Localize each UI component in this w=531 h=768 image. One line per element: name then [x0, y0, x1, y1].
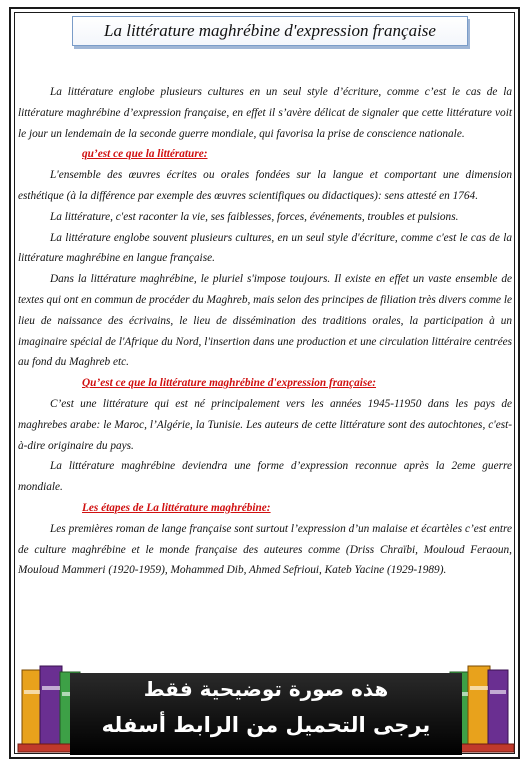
section-heading: Qu’est ce que la littérature maghrébine d'expression française: [82, 377, 377, 390]
paragraph: La littérature englobe souvent plusieurs cultures, en un seul style d'écriture, comme c'est le cas de la littérature maghrébine en langue française. [18, 231, 512, 265]
paragraph: La littérature englobe plusieurs cultures en un seul style d’écriture, comme c’est le cas de la littérature maghrébine d’expression française, en effet il s’avère délicat de signaler que cette littérature voit le jour un lendemain de la seconde guerre mondiale, qui favorisa la prise de conscience nationale. [18, 86, 512, 140]
paragraph: L'ensemble des œuvres écrites ou orales fondées sur la langue et comportant une dimension esthétique (à la différence par exemple des œuvres scientifiques ou didactiques): sens attesté en 1764. [18, 169, 512, 202]
title-box [72, 16, 468, 46]
section-heading: Les étapes de La littérature maghrébine: [82, 501, 271, 514]
paragraph: Les premières roman de lange française sont surtout l’expression d’un malaise et écartèles c’est entre de culture maghrébine et le monde française des auteures comme (Driss Chraïbi, Mouloud Feraoun, Mouloud Mammeri (1920-1959), Mohammed Dib, Ahmed Sefrioui, Kateb Yacine (1929-1989). [18, 522, 512, 577]
paragraph: C’est une littérature qui est né principalement vers les années 1945-11950 dans les pays de maghrebes arabe: le Maroc, l’Algérie, la Tunisie. Les auteurs de cette littérature sont des autochtones, c'est-à-dire originaire du pays. [18, 397, 512, 452]
section-heading: qu’est ce que la littérature: [82, 148, 208, 161]
page-title: La littérature maghrébine d'expression française [104, 21, 436, 40]
paragraph: Dans la littérature maghrébine, le pluriel s'impose toujours. Il existe en effet un vaste ensemble de textes qui ont en commun de procéder du Maghreb, mais selon des principes de filiation très divers comme le lieu de naissance des écrivains, le lieu de dissémination des traditions orales, la participation à un imaginaire spécial de l'Afrique du Nord, l'insertion dans une production et une circulation littéraire centrées au fond du Maghreb etc. [18, 273, 512, 369]
preview-banner [70, 673, 462, 755]
paragraph: La littérature, c'est raconter la vie, ses faiblesses, forces, événements, troubles et pulsions. [50, 210, 459, 223]
banner-notice-text: هذه صورة توضيحية فقط [143, 677, 389, 701]
document-body [18, 82, 512, 581]
banner-download-text: يرجى التحميل من الرابط أسفله [101, 713, 431, 737]
paragraph: La littérature maghrébine deviendra une forme d’expression reconnue après la 2eme guerre mondiale. [18, 460, 512, 494]
